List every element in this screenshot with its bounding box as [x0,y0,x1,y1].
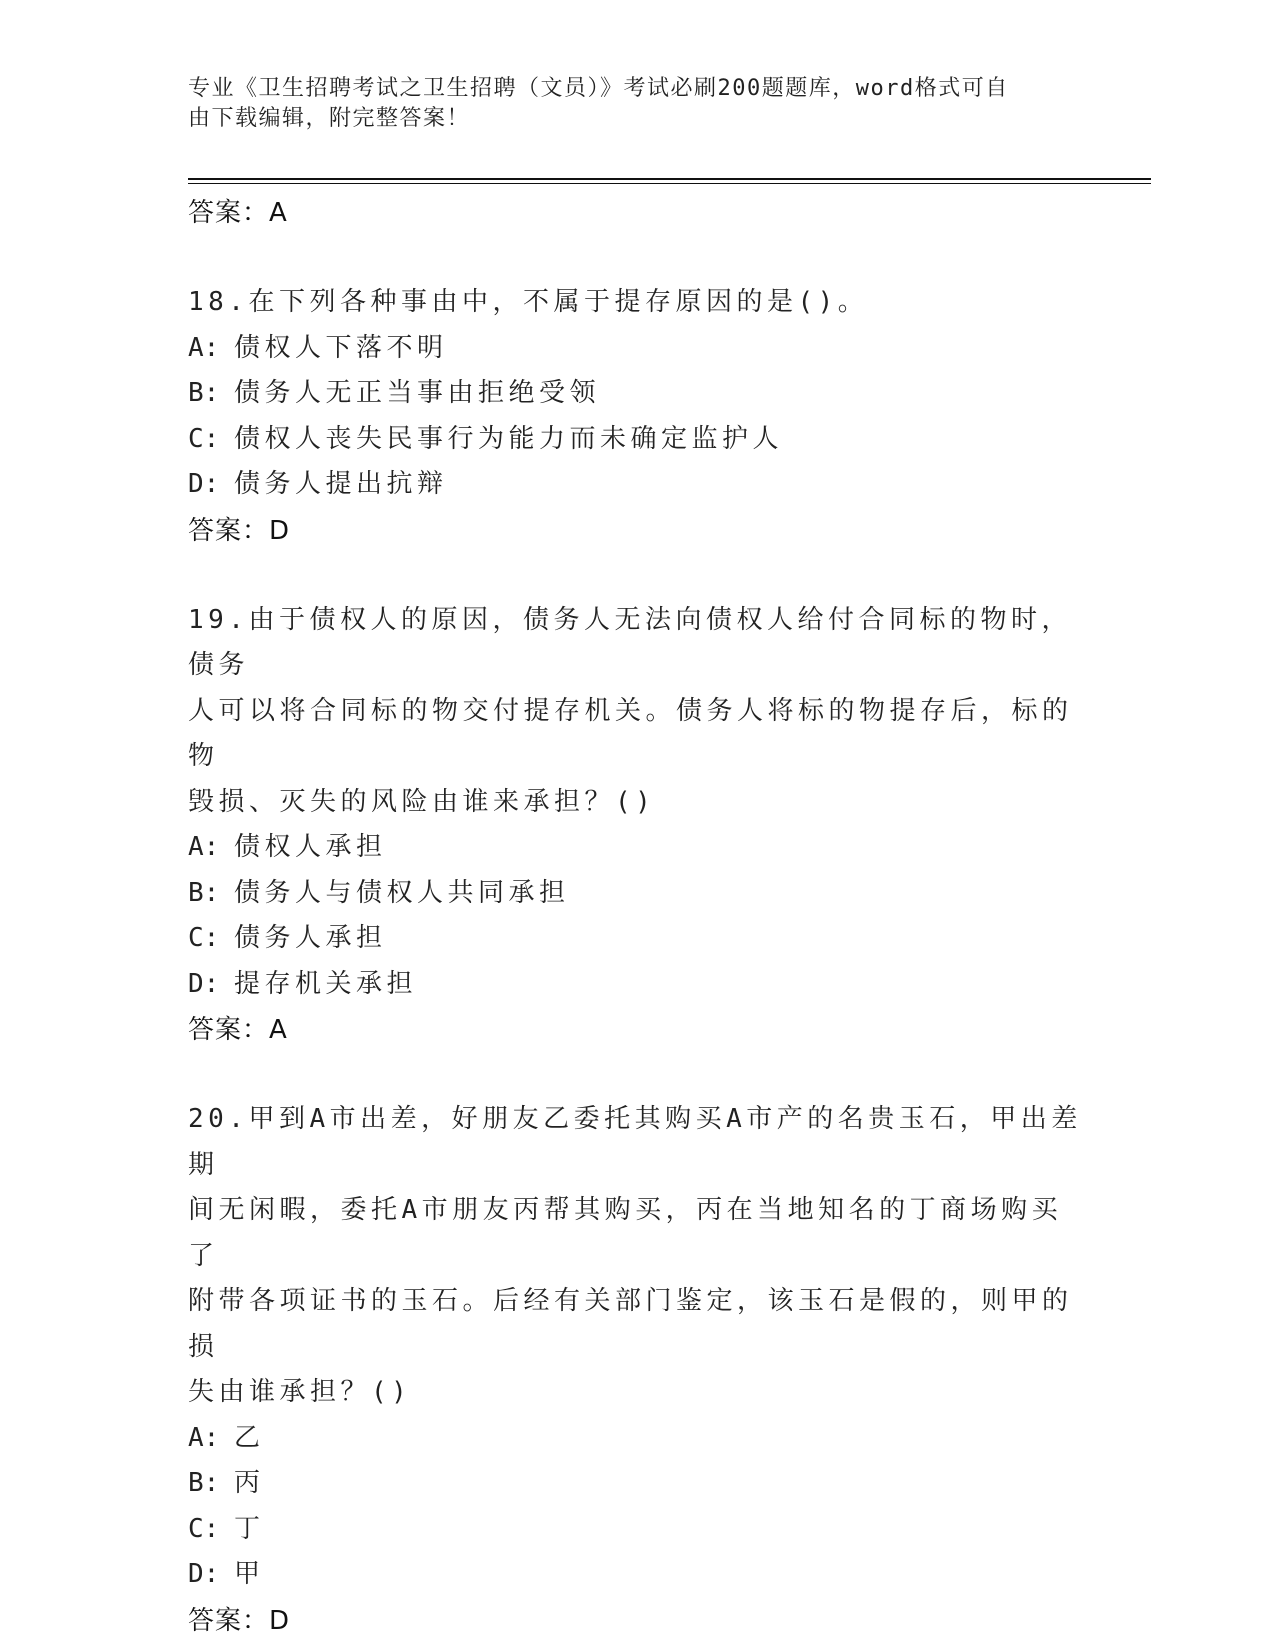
option-key: C: [188,923,220,953]
option-b [188,1461,1088,1507]
option-text: 债务人与债权人共同承担 [234,877,570,908]
question-text: 18.在下列各种事由中，不属于提存原因的是()。 [188,287,869,317]
option-key: B: [188,378,220,408]
question-18 [188,280,1088,554]
header-line-1: 专业《卫生招聘考试之卫生招聘（文员）》考试必刷200题题库，word格式可自 [188,76,1009,101]
header-line-2: 由下载编辑，附完整答案！ [188,106,471,131]
option-key: B: [188,877,220,908]
question-text-line: 间无闲暇，委托A市朋友丙帮其购买，丙在当地知名的丁商场购买了 [188,1195,1063,1271]
question-text-line: 附带各项证书的玉石。后经有关部门鉴定，该玉石是假的，则甲的损 [188,1286,1073,1362]
option-b [188,871,1088,917]
header-divider-thick [188,178,1151,180]
option-text: 债权人下落不明 [234,332,448,363]
option-text: 债权人承担 [234,832,387,862]
option-text: 债务人承担 [234,923,387,953]
option-text: 丙 [234,1468,265,1498]
option-c [188,1507,1088,1553]
question-text-line: 20.甲到A市出差，好朋友乙委托其购买A市产的名贵玉石，甲出差期 [188,1104,1082,1180]
question-text-line: 人可以将合同标的物交付提存机关。债务人将标的物提存后，标的物 [188,695,1073,771]
option-d [188,962,1088,1008]
document-header [188,74,1068,134]
option-text: 丁 [234,1513,265,1544]
option-text: 债务人无正当事由拒绝受领 [234,378,601,408]
answer-line: 答案：A [188,1015,288,1045]
option-d [188,1552,1088,1598]
question-text-line: 毁损、灭失的风险由谁来承担？() [188,786,656,817]
header-divider-thin [188,183,1151,184]
question-20 [188,1097,1088,1644]
option-key: C: [188,1513,220,1544]
option-text: 债务人提出抗辩 [234,469,448,499]
option-key: D: [188,469,220,499]
option-a [188,1416,1088,1462]
answer-line: 答案：D [188,1605,291,1636]
answer-line: 答案：A [188,198,288,228]
option-c [188,417,1088,463]
option-key: C: [188,423,220,454]
option-key: D: [188,1559,220,1589]
option-key: A: [188,1422,220,1453]
question-list [188,190,1088,1644]
option-key: D: [188,968,220,999]
option-key: A: [188,332,220,363]
option-key: A: [188,832,220,862]
option-b [188,371,1088,417]
option-key: B: [188,1468,220,1498]
question-19 [188,598,1088,1054]
option-text: 提存机关承担 [234,968,418,999]
option-text: 甲 [234,1559,265,1589]
question-text-line: 19.由于债权人的原因，债务人无法向债权人给付合同标的物时，债务 [188,604,1072,680]
option-d [188,462,1088,508]
option-text: 债权人丧失民事行为能力而未确定监护人 [234,423,784,454]
question-text-line: 失由谁承担？() [188,1377,412,1407]
option-a [188,825,1088,871]
option-a [188,326,1088,372]
option-c [188,916,1088,962]
option-text: 乙 [234,1422,265,1453]
answer-line: 答案：D [188,515,291,546]
